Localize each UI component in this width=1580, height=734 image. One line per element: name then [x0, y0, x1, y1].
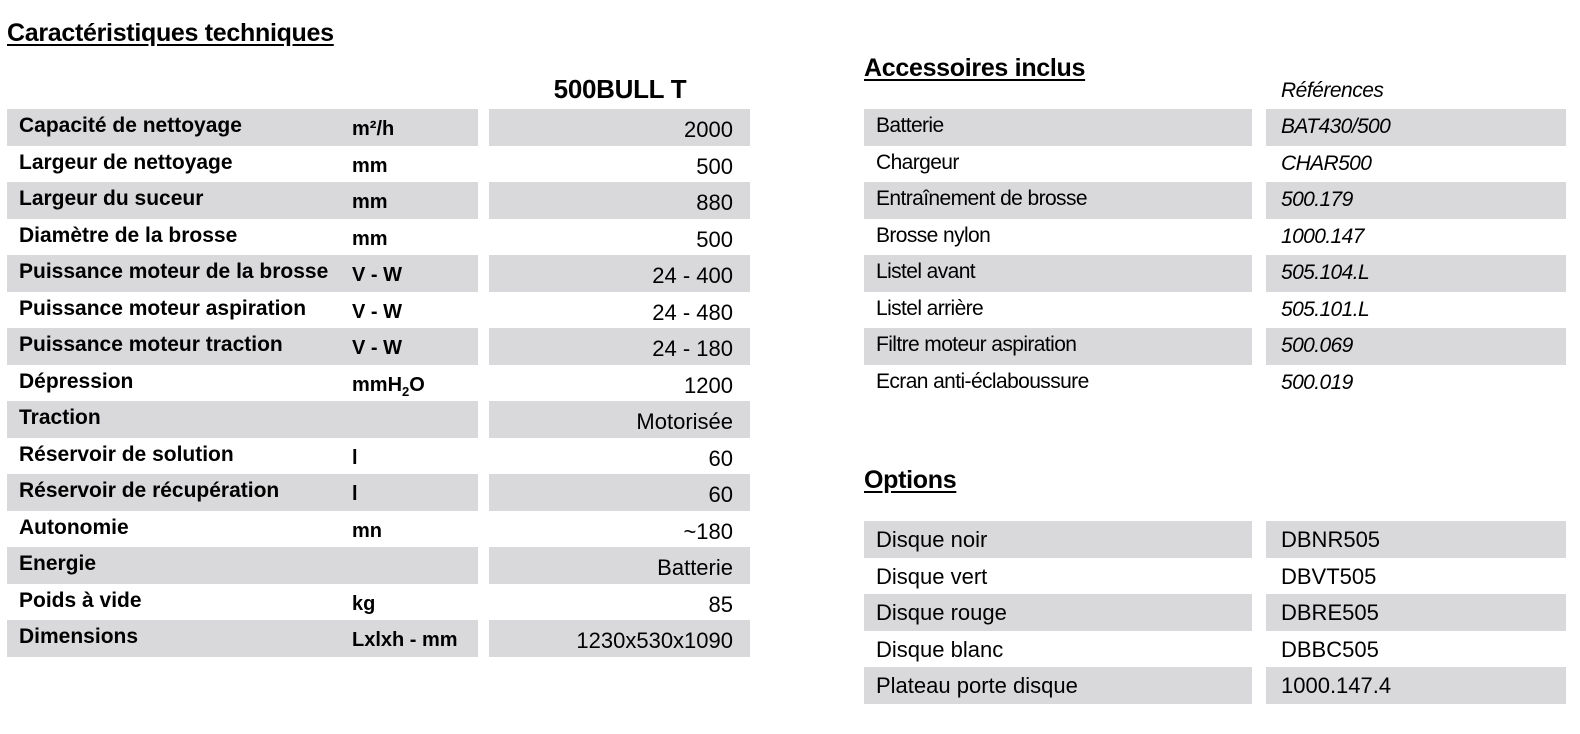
accessory-label: Entraînement de brosse — [876, 187, 1087, 210]
spec-value: 2000 — [684, 117, 733, 142]
accessory-ref: 1000.147 — [1281, 224, 1364, 248]
specs-title: Caractéristiques techniques — [7, 19, 334, 47]
spec-value: 60 — [708, 445, 733, 471]
spec-label: Puissance moteur aspiration — [19, 296, 307, 320]
accessory-ref: 505.104.L — [1281, 261, 1370, 284]
spec-label: Largeur du suceur — [19, 187, 204, 210]
accessory-ref: 505.101.L — [1281, 297, 1370, 321]
spec-value: Batterie — [657, 555, 733, 580]
spec-label: Dépression — [19, 369, 134, 393]
model-name-header: 500BULL T — [553, 74, 687, 104]
spec-unit: V - W — [352, 264, 402, 286]
options-title: Options — [864, 466, 957, 494]
spec-unit: Lxlxh - mm — [352, 629, 458, 651]
spec-unit: V - W — [352, 337, 402, 359]
accessory-ref: CHAR500 — [1281, 151, 1372, 175]
spec-value: ~180 — [683, 518, 733, 544]
spec-unit: V - W — [352, 300, 402, 323]
accessory-ref: 500.019 — [1281, 370, 1353, 394]
option-ref: DBNR505 — [1281, 527, 1381, 552]
option-ref: 1000.147.4 — [1281, 673, 1392, 698]
accessory-label: Chargeur — [876, 150, 959, 174]
spec-unit: mm — [352, 191, 388, 213]
spec-label: Energie — [19, 552, 97, 575]
spec-unit: l — [352, 483, 358, 505]
spec-value: 24 - 180 — [652, 336, 733, 361]
accessory-ref: 500.179 — [1281, 188, 1353, 211]
spec-label: Réservoir de solution — [19, 442, 234, 466]
spec-value: 1230x530x1090 — [576, 628, 733, 653]
spec-unit: l — [352, 446, 358, 469]
accessory-label: Ecran anti-éclaboussure — [876, 369, 1089, 393]
spec-unit: mm — [352, 154, 388, 177]
spec-value: 24 - 480 — [652, 299, 733, 325]
spec-label: Puissance moteur traction — [19, 333, 283, 356]
spec-label: Poids à vide — [19, 588, 142, 612]
spec-value: 85 — [708, 591, 733, 617]
option-label: Disque blanc — [876, 636, 1004, 662]
accessory-label: Filtre moteur aspiration — [876, 333, 1077, 356]
accessory-label: Batterie — [876, 114, 944, 137]
spec-unit: mn — [352, 519, 382, 542]
accessory-ref: 500.069 — [1281, 334, 1353, 357]
spec-label: Dimensions — [19, 625, 139, 648]
spec-value: 880 — [696, 190, 733, 215]
spec-value: 500 — [696, 153, 733, 179]
spec-label: Largeur de nettoyage — [19, 150, 233, 174]
spec-unit: mm — [352, 227, 388, 250]
spec-label: Autonomie — [19, 515, 129, 539]
accessories-title: Accessoires inclus — [864, 54, 1086, 82]
accessory-label: Listel avant — [876, 260, 976, 283]
option-label: Disque vert — [876, 563, 988, 589]
spec-value: 60 — [708, 482, 733, 507]
option-ref: DBVT505 — [1281, 563, 1377, 589]
accessory-ref: BAT430/500 — [1281, 115, 1391, 138]
option-label: Disque rouge — [876, 600, 1007, 625]
spec-label: Diamètre de la brosse — [19, 223, 238, 247]
references-header: Références — [1281, 79, 1384, 102]
spec-value: 500 — [696, 226, 733, 252]
option-ref: DBBC505 — [1281, 636, 1379, 662]
accessory-label: Brosse nylon — [876, 223, 991, 247]
spec-value: 1200 — [684, 372, 733, 398]
spec-label: Réservoir de récupération — [19, 479, 280, 502]
spec-label: Puissance moteur de la brosse — [19, 260, 329, 283]
spec-value: 24 - 400 — [652, 263, 733, 288]
option-ref: DBRE505 — [1281, 600, 1379, 625]
option-label: Plateau porte disque — [876, 673, 1078, 698]
spec-value: Motorisée — [636, 409, 733, 434]
spec-unit: mmH$_2$O — [352, 373, 425, 399]
option-label: Disque noir — [876, 527, 988, 552]
spec-label: Traction — [19, 406, 101, 429]
spec-label: Capacité de nettoyage — [19, 114, 242, 137]
spec-unit: m²/h — [352, 118, 395, 140]
spec-unit: kg — [352, 592, 376, 615]
accessory-label: Listel arrière — [876, 296, 984, 320]
